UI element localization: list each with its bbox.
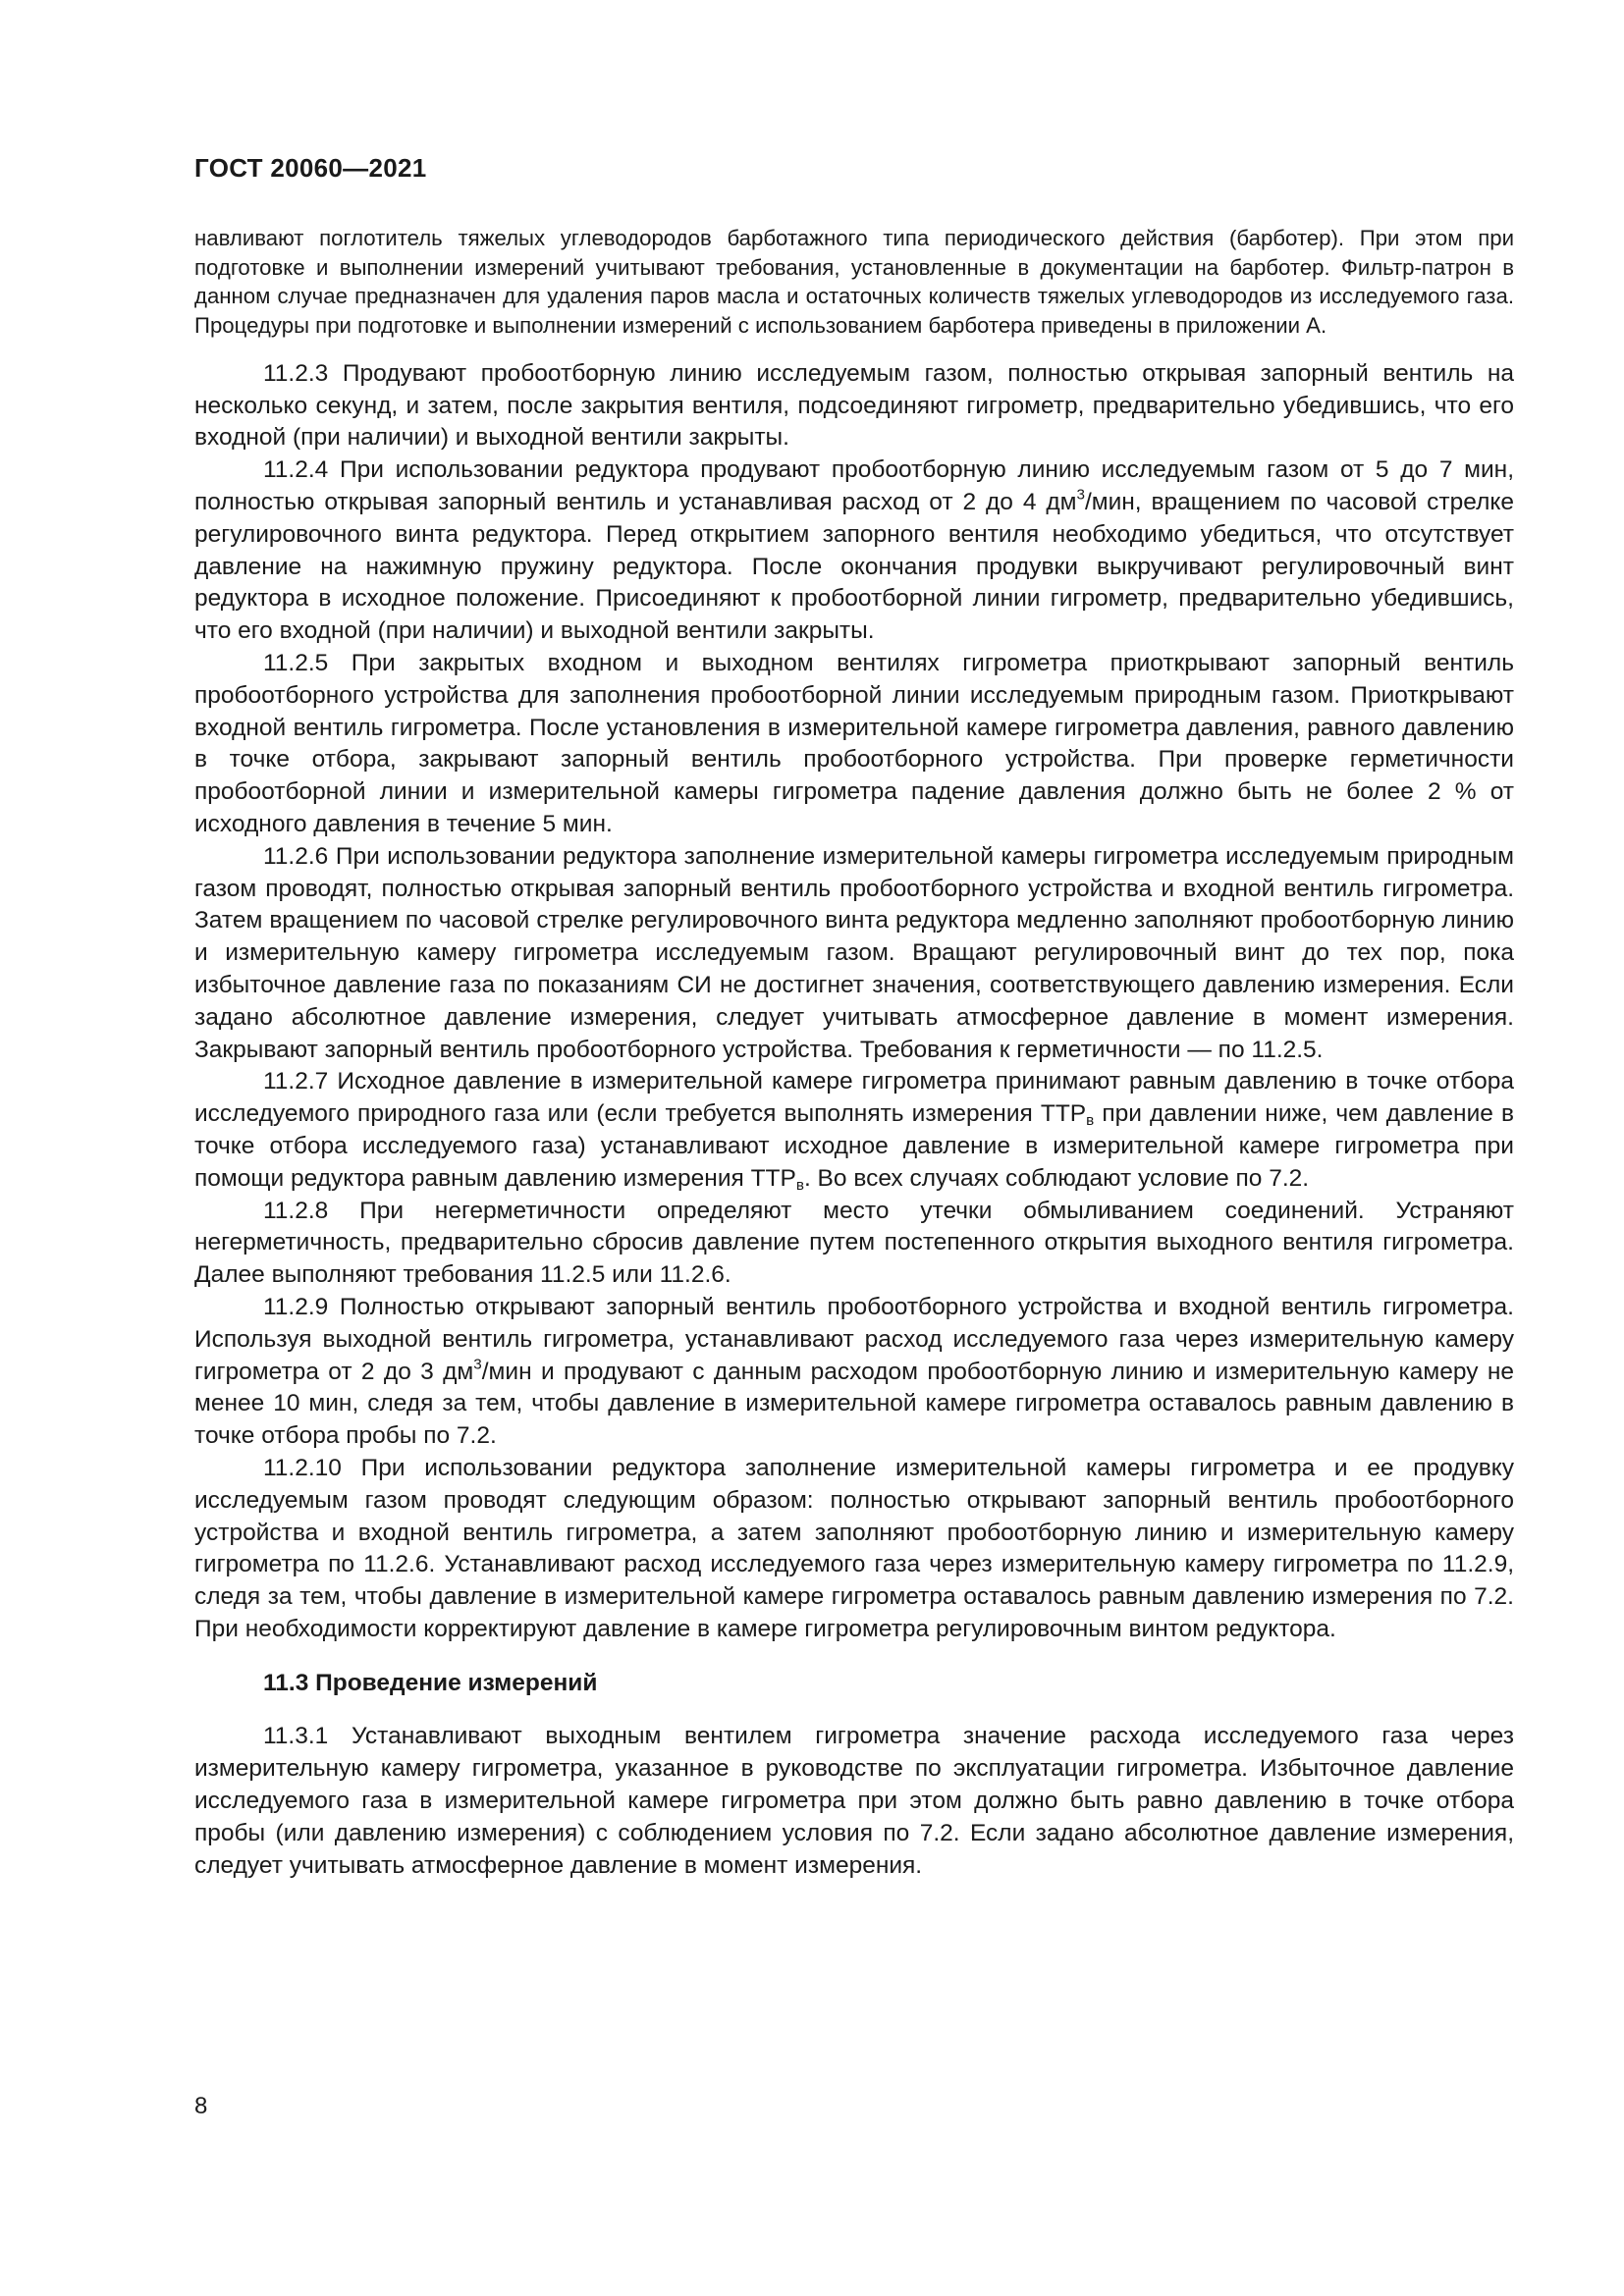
paragraph-11-3-1: 11.3.1 Устанавливают выходным вентилем гигрометра значение расхода исследуемого газа через измерительную камеру гигрометра, указанное в руководстве по эксплуатации гигрометра. Избыточное давление исследуемого газа в измерительной камере гигрометра при этом должно быть равно давлению в точке отбора пробы (или давлению измерения) с соблюдением условия по 7.2. Если задано абсолютное давление измерения, следует учитывать атмосферное давление в момент измерения. [194,1723,1514,1879]
paragraph-11-2-7 [194,1066,1514,1195]
superscript-cubic: 3 [473,1355,482,1372]
page-number: 8 [194,2093,208,2119]
paragraph-11-2-3: 11.2.3 Продувают пробоотборную линию исследуемым газом, полностью открывая запорный вентиль на несколько секунд, и затем, после закрытия вентиля, подсоединяют гигрометр, предварительно убедившись, что его входной (при наличии) и выходной вентили закрыты. [194,359,1514,452]
superscript-cubic: 3 [1076,486,1085,504]
paragraph-11-2-9-part-b: /мин и продувают с данным расходом пробоотборную линию и измерительную камеру не менее 10 мин, следя за тем, чтобы давление в измерительной камере гигрометра оставалось равным давлению в точке отбора пробы по 7.2. [194,1358,1514,1450]
document-header: ГОСТ 20060—2021 [194,153,427,183]
paragraph-11-2-10: 11.2.10 При использовании редуктора заполнение измерительной камеры гигрометра и ее продувку исследуемым газом проводят следующим образом: полностью открывают запорный вентиль пробоотборного устройства и входной вентиль гигрометра, а затем заполняют пробоотборную линию и измерительную камеру гигрометра по 11.2.6. Устанавливают расход исследуемого газа через измерительную камеру гигрометра по 11.2.9, следя за тем, чтобы давление в измерительной камере гигрометра оставалось равным давлению измерения по 7.2. При необходимости корректируют давление в камере гигрометра регулировочным винтом редуктора. [194,1454,1514,1642]
subscript-v: в [795,1176,804,1194]
intro-paragraph: навливают поглотитель тяжелых углеводородов барботажного типа периодического действия (барботер). При этом при подготовке и выполнении измерений учитывают требования, установленные в документации на барботер. Фильтр-патрон в данном случае предназначен для удаления паров масла и остаточных количеств тяжелых углеводородов из исследуемого газа. Процедуры при подготовке и выполнении измерений с использованием барботера приведены в приложении А. [194,226,1514,339]
paragraph-11-2-9 [194,1292,1514,1453]
paragraph-11-2-7-part-a: 11.2.7 Исходное давление в измерительной камере гигрометра принимают равным давлению в точке отбора исследуемого природного газа или (если требуется выполнять измерения ТТР [194,1068,1514,1128]
section-heading-11-3: 11.3 Проведение измерений [263,1669,598,1696]
document-body [194,224,1514,1882]
paragraph-11-2-8: 11.2.8 При негерметичности определяют место утечки обмыливанием соединений. Устраняют негерметичность, предварительно сбросив давление путем постепенного открытия выходного вентиля гигрометра. Далее выполняют требования 11.2.5 или 11.2.6. [194,1197,1514,1289]
paragraph-11-2-7-part-b: при давлении ниже, чем давление в точке отбора исследуемого газа) устанавливают исходное давление в измерительной камере гигрометра при помощи редуктора равным давлению измерения ТТР [194,1100,1514,1192]
paragraph-11-2-7-part-c: . Во всех случаях соблюдают условие по 7.2. [803,1164,1310,1192]
paragraph-11-2-4-part-b: /мин, вращением по часовой стрелке регулировочного винта редуктора. Перед открытием запорного вентиля необходимо убедиться, что отсутствует давление на нажимную пружину редуктора. После окончания продувки выкручивают регулировочный винт редуктора в исходное положение. Присоединяют к пробоотборной линии гигрометр, предварительно убедившись, что его входной (при наличии) и выходной вентили закрыты. [194,489,1514,645]
subscript-v: в [1086,1111,1095,1129]
paragraph-11-2-6: 11.2.6 При использовании редуктора заполнение измерительной камеры гигрометра исследуемым природным газом проводят, полностью открывая запорный вентиль пробоотборного устройства и входной вентиль гигрометра. Затем вращением по часовой стрелке регулировочного винта редуктора медленно заполняют пробоотборную линию и измерительную камеру гигрометра исследуемым газом. Вращают регулировочный винт до тех пор, пока избыточное давление газа по показаниям СИ не достигнет значения, соответствующего давлению измерения. Если задано абсолютное давление измерения, следует учитывать атмосферное давление в момент измерения. Закрывают запорный вентиль пробоотборного устройства. Требования к герметичности — по 11.2.5. [194,842,1514,1063]
paragraph-11-2-4 [194,454,1514,648]
paragraph-11-2-4-part-a: 11.2.4 При использовании редуктора продувают пробоотборную линию исследуемым газом от 5 до 7 мин, полностью открывая запорный вентиль и устанавливая расход от 2 до 4 дм [194,456,1514,515]
paragraph-11-2-9-part-a: 11.2.9 Полностью открывают запорный вентиль пробоотборного устройства и входной вентиль гигрометра. Используя выходной вентиль гигрометра, устанавливают расход исследуемого газа через измерительную камеру гигрометра от 2 до 3 дм [194,1293,1514,1385]
paragraph-11-2-5: 11.2.5 При закрытых входном и выходном вентилях гигрометра приоткрывают запорный вентиль пробоотборного устройства для заполнения пробоотборной линии исследуемым природным газом. Приоткрывают входной вентиль гигрометра. После установления в измерительной камере гигрометра давления, равного давлению в точке отбора, закрывают запорный вентиль пробоотборного устройства. При проверке герметичности пробоотборной линии и измерительной камеры гигрометра падение давления должно быть не более 2 % от исходного давления в течение 5 мин. [194,649,1514,837]
